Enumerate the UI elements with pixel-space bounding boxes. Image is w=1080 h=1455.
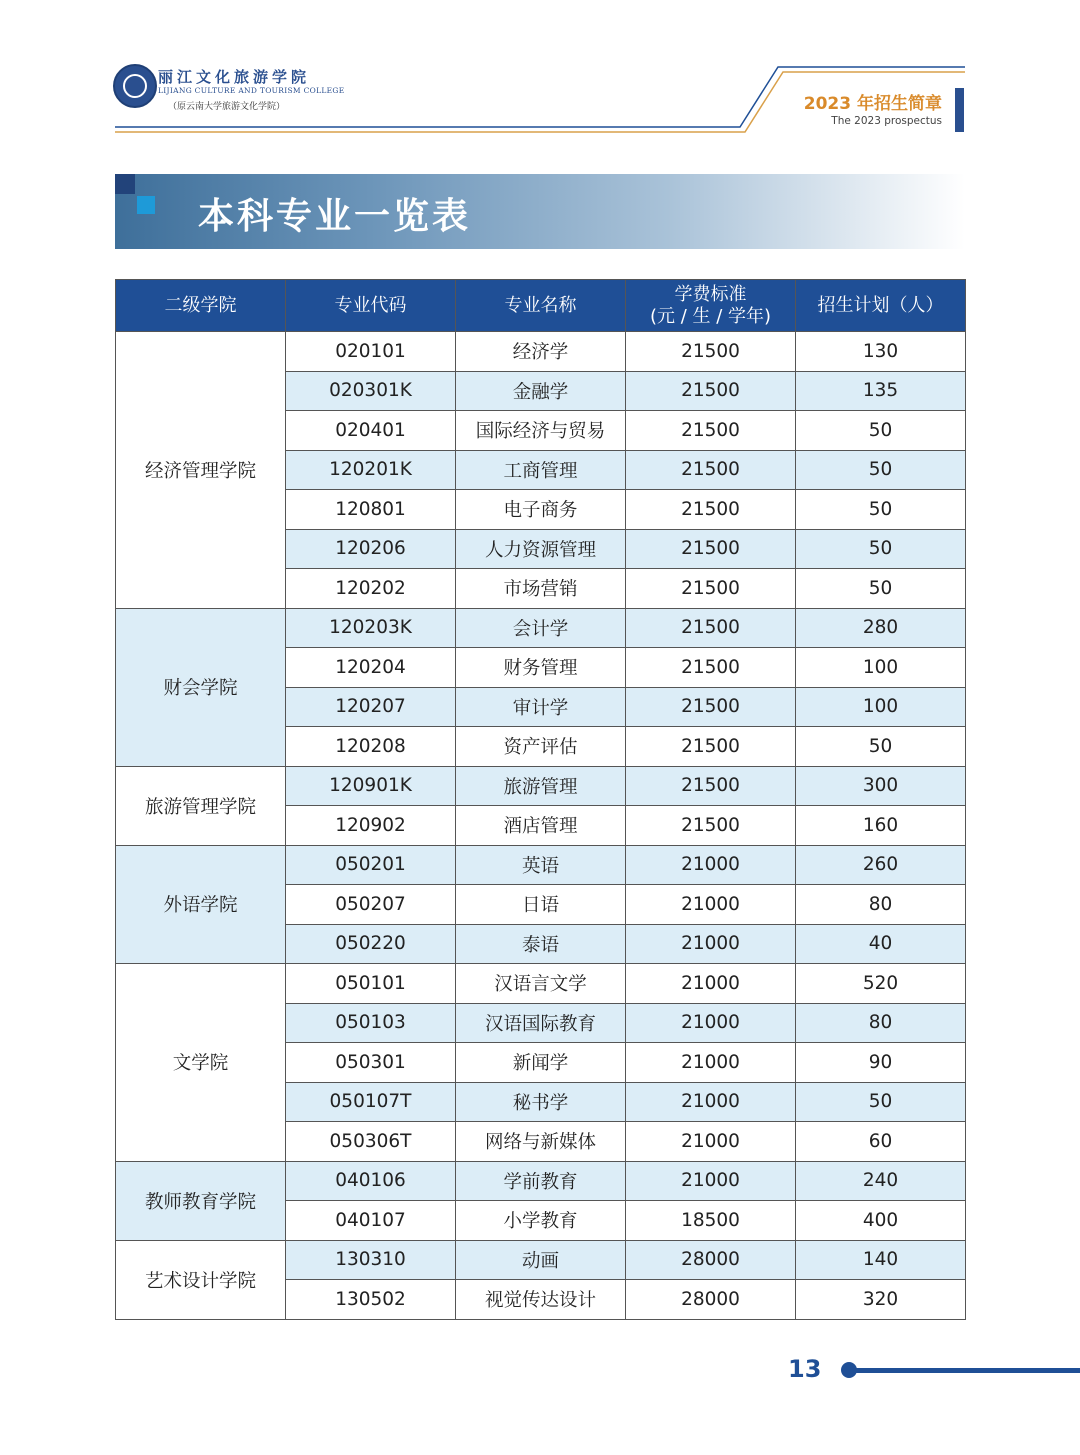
major-cell: 工商管理 — [456, 450, 626, 490]
plan-cell: 135 — [796, 371, 966, 411]
table-row — [116, 964, 966, 1004]
major-cell: 动画 — [456, 1240, 626, 1280]
plan-cell: 100 — [796, 648, 966, 688]
plan-cell: 80 — [796, 885, 966, 925]
college-cell: 旅游管理学院 — [116, 766, 286, 845]
fee-cell: 21500 — [626, 490, 796, 530]
header-college: 二级学院 — [116, 280, 286, 332]
prospectus-title: 2023 年招生简章 — [803, 94, 942, 114]
major-cell: 会计学 — [456, 608, 626, 648]
code-cell: 050220 — [286, 924, 456, 964]
code-cell: 130310 — [286, 1240, 456, 1280]
section-title: 本科专业一览表 — [198, 196, 472, 237]
table-row — [116, 845, 966, 885]
plan-cell: 40 — [796, 924, 966, 964]
major-cell: 经济学 — [456, 332, 626, 372]
code-cell: 050103 — [286, 1003, 456, 1043]
plan-cell: 240 — [796, 1161, 966, 1201]
major-cell: 资产评估 — [456, 727, 626, 767]
major-cell: 汉语国际教育 — [456, 1003, 626, 1043]
plan-cell: 520 — [796, 964, 966, 1004]
code-cell: 040106 — [286, 1161, 456, 1201]
header-code: 专业代码 — [286, 280, 456, 332]
plan-cell: 100 — [796, 687, 966, 727]
code-cell: 120206 — [286, 529, 456, 569]
college-cell: 经济管理学院 — [116, 332, 286, 609]
fee-cell: 21500 — [626, 569, 796, 609]
plan-cell: 50 — [796, 727, 966, 767]
code-cell: 050107T — [286, 1082, 456, 1122]
major-cell: 新闻学 — [456, 1043, 626, 1083]
header-plan: 招生计划（人） — [796, 280, 966, 332]
plan-cell: 300 — [796, 766, 966, 806]
banner-square-light — [137, 196, 155, 214]
school-former-name: （原云南大学旅游文化学院） — [168, 102, 286, 112]
fee-cell: 21000 — [626, 924, 796, 964]
plan-cell: 50 — [796, 569, 966, 609]
code-cell: 040107 — [286, 1201, 456, 1241]
code-cell: 020301K — [286, 371, 456, 411]
plan-cell: 130 — [796, 332, 966, 372]
major-cell: 学前教育 — [456, 1161, 626, 1201]
code-cell: 050306T — [286, 1122, 456, 1162]
fee-cell: 21500 — [626, 608, 796, 648]
major-cell: 英语 — [456, 845, 626, 885]
major-cell: 秘书学 — [456, 1082, 626, 1122]
table-row — [116, 766, 966, 806]
banner-square-dark — [115, 174, 135, 194]
major-cell: 网络与新媒体 — [456, 1122, 626, 1162]
fee-cell: 21500 — [626, 806, 796, 846]
footer-line — [850, 1368, 1080, 1373]
fee-cell: 21500 — [626, 727, 796, 767]
college-cell: 教师教育学院 — [116, 1161, 286, 1240]
fee-cell: 21000 — [626, 1161, 796, 1201]
major-cell: 酒店管理 — [456, 806, 626, 846]
major-cell: 人力资源管理 — [456, 529, 626, 569]
major-cell: 金融学 — [456, 371, 626, 411]
major-cell: 市场营销 — [456, 569, 626, 609]
major-cell: 日语 — [456, 885, 626, 925]
code-cell: 050301 — [286, 1043, 456, 1083]
fee-cell: 21500 — [626, 529, 796, 569]
code-cell: 050201 — [286, 845, 456, 885]
plan-cell: 280 — [796, 608, 966, 648]
header-major: 专业名称 — [456, 280, 626, 332]
fee-cell: 21500 — [626, 371, 796, 411]
table-body — [116, 332, 966, 1320]
fee-cell: 21500 — [626, 648, 796, 688]
major-cell: 小学教育 — [456, 1201, 626, 1241]
table-row — [116, 332, 966, 372]
college-cell: 外语学院 — [116, 845, 286, 964]
table-row — [116, 608, 966, 648]
prospectus-subtitle: The 2023 prospectus — [831, 115, 942, 127]
major-cell: 电子商务 — [456, 490, 626, 530]
header-accent-bar — [955, 88, 964, 132]
fee-cell: 21500 — [626, 411, 796, 451]
header-fee-line2: (元 / 生 / 学年) — [649, 305, 772, 327]
code-cell: 050101 — [286, 964, 456, 1004]
fee-cell: 21000 — [626, 1122, 796, 1162]
school-name-en: LIJIANG CULTURE AND TOURISM COLLEGE — [158, 86, 345, 95]
code-cell: 120208 — [286, 727, 456, 767]
plan-cell: 60 — [796, 1122, 966, 1162]
major-cell: 国际经济与贸易 — [456, 411, 626, 451]
plan-cell: 160 — [796, 806, 966, 846]
table-row — [116, 1161, 966, 1201]
fee-cell: 21000 — [626, 1003, 796, 1043]
plan-cell: 80 — [796, 1003, 966, 1043]
fee-cell: 21500 — [626, 332, 796, 372]
fee-cell: 21500 — [626, 766, 796, 806]
page-number: 13 — [788, 1355, 822, 1383]
code-cell: 120202 — [286, 569, 456, 609]
plan-cell: 50 — [796, 450, 966, 490]
plan-cell: 50 — [796, 1082, 966, 1122]
major-cell: 财务管理 — [456, 648, 626, 688]
code-cell: 120902 — [286, 806, 456, 846]
plan-cell: 90 — [796, 1043, 966, 1083]
plan-cell: 320 — [796, 1280, 966, 1320]
plan-cell: 50 — [796, 411, 966, 451]
major-cell: 旅游管理 — [456, 766, 626, 806]
fee-cell: 28000 — [626, 1240, 796, 1280]
header-fee-line1: 学费标准 — [674, 283, 747, 305]
college-cell: 文学院 — [116, 964, 286, 1162]
plan-cell: 260 — [796, 845, 966, 885]
code-cell: 130502 — [286, 1280, 456, 1320]
college-cell: 财会学院 — [116, 608, 286, 766]
table-row — [116, 1240, 966, 1280]
code-cell: 120901K — [286, 766, 456, 806]
code-cell: 120203K — [286, 608, 456, 648]
code-cell: 120201K — [286, 450, 456, 490]
code-cell: 020401 — [286, 411, 456, 451]
table-header-row — [116, 280, 966, 332]
header-fee — [626, 280, 796, 332]
fee-cell: 21000 — [626, 845, 796, 885]
code-cell: 020101 — [286, 332, 456, 372]
major-cell: 审计学 — [456, 687, 626, 727]
school-name-cn: 丽江文化旅游学院 — [158, 68, 311, 86]
plan-cell: 50 — [796, 529, 966, 569]
major-cell: 视觉传达设计 — [456, 1280, 626, 1320]
majors-table — [115, 279, 966, 1320]
major-cell: 泰语 — [456, 924, 626, 964]
fee-cell: 21000 — [626, 885, 796, 925]
code-cell: 120801 — [286, 490, 456, 530]
fee-cell: 21000 — [626, 964, 796, 1004]
fee-cell: 18500 — [626, 1201, 796, 1241]
fee-cell: 28000 — [626, 1280, 796, 1320]
code-cell: 120207 — [286, 687, 456, 727]
fee-cell: 21500 — [626, 687, 796, 727]
fee-cell: 21000 — [626, 1082, 796, 1122]
college-cell: 艺术设计学院 — [116, 1240, 286, 1319]
plan-cell: 50 — [796, 490, 966, 530]
code-cell: 120204 — [286, 648, 456, 688]
plan-cell: 400 — [796, 1201, 966, 1241]
fee-cell: 21500 — [626, 450, 796, 490]
fee-cell: 21000 — [626, 1043, 796, 1083]
major-cell: 汉语言文学 — [456, 964, 626, 1004]
plan-cell: 140 — [796, 1240, 966, 1280]
code-cell: 050207 — [286, 885, 456, 925]
